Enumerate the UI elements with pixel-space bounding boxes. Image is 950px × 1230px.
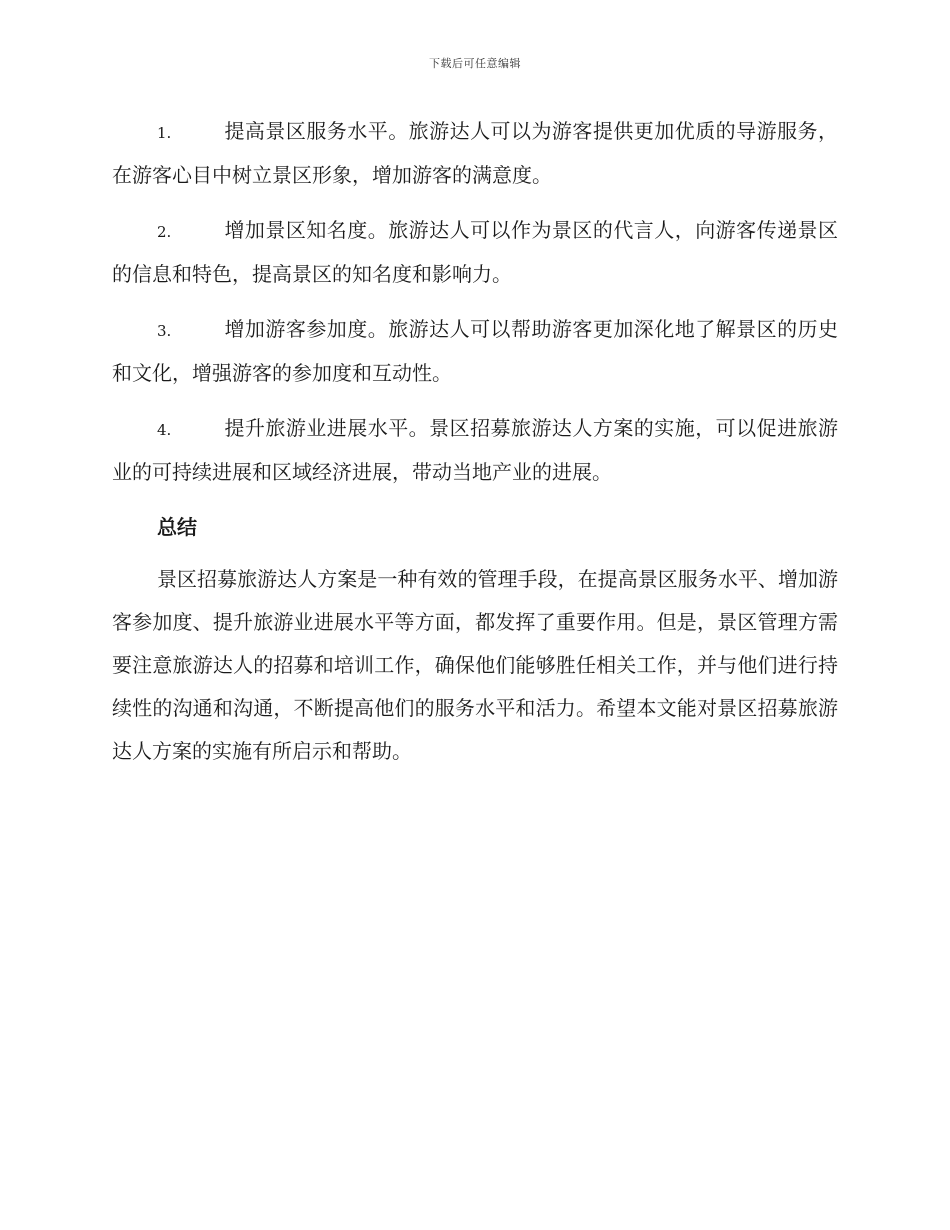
list-item xyxy=(112,110,838,196)
page-header-note: 下载后可任意编辑 xyxy=(429,57,521,70)
list-item-text: 增加景区知名度。旅游达人可以作为景区的代言人，向游客传递景区的信息和特色，提高景区的知名度和影响力。 xyxy=(112,218,838,286)
list-item-text: 提升旅游业进展水平。景区招募旅游达人方案的实施，可以促进旅游业的可持续进展和区域经济进展，带动当地产业的进展。 xyxy=(112,416,838,484)
list-item-number: 2. xyxy=(157,223,172,241)
document-body xyxy=(112,110,838,773)
list-item xyxy=(112,407,838,493)
list-item-text: 增加游客参加度。旅游达人可以帮助游客更加深化地了解景区的历史和文化，增强游客的参加度和互动性。 xyxy=(112,317,838,385)
summary-paragraph: 景区招募旅游达人方案是一种有效的管理手段，在提高景区服务水平、增加游客参加度、提升旅游业进展水平等方面，都发挥了重要作用。但是，景区管理方需要注意旅游达人的招募和培训工作，确保他们能够胜任相关工作，并与他们进行持续性的沟通和沟通，不断提高他们的服务水平和活力。希望本文能对景区招募旅游达人方案的实施有所启示和帮助。 xyxy=(112,567,838,763)
summary-heading: 总结 xyxy=(157,515,197,539)
list-item-number: 3. xyxy=(157,322,172,340)
list-item xyxy=(112,308,838,394)
list-item-number: 4. xyxy=(157,421,172,439)
list-item xyxy=(112,209,838,295)
list-item-text: 提高景区服务水平。旅游达人可以为游客提供更加优质的导游服务，在游客心目中树立景区形象，增加游客的满意度。 xyxy=(112,119,838,187)
list-item-number: 1. xyxy=(157,124,172,142)
